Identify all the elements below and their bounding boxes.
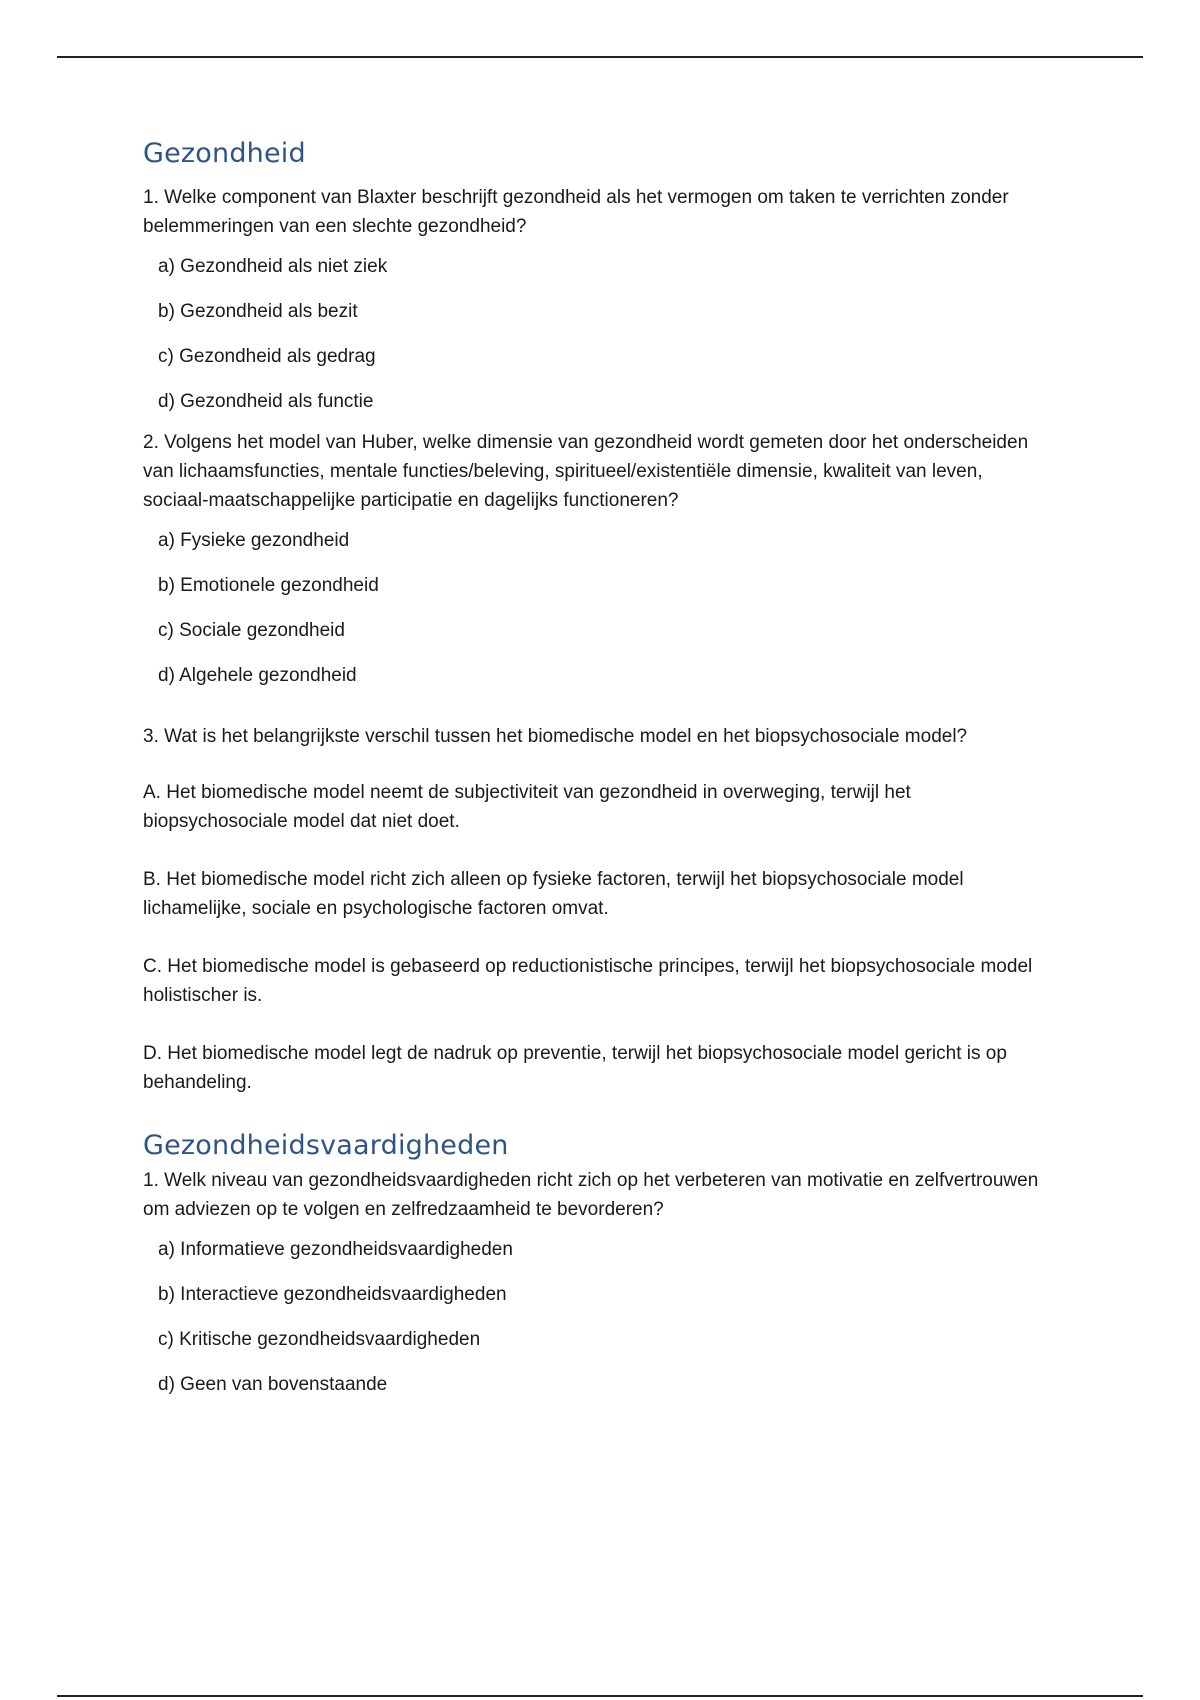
answer-a: A. Het biomedische model neemt de subjectiviteit van gezondheid in overweging, terwijl het biopsychosociale model dat niet doet. (143, 782, 911, 832)
answer-options (143, 252, 1043, 416)
question-text: 1. Welke component van Blaxter beschrijft gezondheid als het vermogen om taken te verrichten zonder belemmeringen van een slechte gezondheid? (143, 187, 1009, 237)
answer-options (143, 1235, 1043, 1399)
answer-b: B. Het biomedische model richt zich alleen op fysieke factoren, terwijl het biopsychosociale model lichamelijke, sociale en psychologische factoren omvat. (143, 869, 964, 919)
section-title-gezondheid: Gezondheid (143, 138, 306, 169)
option-a: a) Fysieke gezondheid (158, 530, 350, 551)
question-text: 2. Volgens het model van Huber, welke dimensie van gezondheid wordt gemeten door het onderscheiden van lichaamsfuncties, mentale functies/beleving, spiritueel/existentiële dimensie, kwaliteit van leven, sociaal-maatschappelijke participatie en dagelijks functioneren? (143, 432, 1029, 511)
option-d: d) Algehele gezondheid (158, 665, 357, 686)
answer-options (143, 526, 1043, 690)
option-a: a) Gezondheid als niet ziek (158, 256, 388, 277)
question-text: 1. Welk niveau van gezondheidsvaardigheden richt zich op het verbeteren van motivatie en zelfvertrouwen om adviezen op te volgen en zelfredzaamheid te bevorderen? (143, 1170, 1039, 1220)
answer-c: C. Het biomedische model is gebaseerd op reductionistische principes, terwijl het biopsychosociale model holistischer is. (143, 956, 1033, 1006)
document-body (143, 138, 1043, 1411)
page-top-rule (57, 56, 1143, 58)
option-d: d) Gezondheid als functie (158, 391, 374, 412)
option-b: b) Emotionele gezondheid (158, 575, 379, 596)
question-text: 3. Wat is het belangrijkste verschil tussen het biomedische model en het biopsychosociale model? (143, 726, 968, 747)
answer-list (143, 778, 1043, 1097)
option-c: c) Gezondheid als gedrag (158, 346, 376, 367)
section-title-gezondheidsvaardigheden: Gezondheidsvaardigheden (143, 1130, 509, 1161)
option-c: c) Sociale gezondheid (158, 620, 345, 641)
option-c: c) Kritische gezondheidsvaardigheden (158, 1329, 481, 1350)
option-a: a) Informatieve gezondheidsvaardigheden (158, 1239, 513, 1260)
answer-d: D. Het biomedische model legt de nadruk op preventie, terwijl het biopsychosociale model gericht is op behandeling. (143, 1043, 1007, 1093)
option-b: b) Gezondheid als bezit (158, 301, 358, 322)
option-d: d) Geen van bovenstaande (158, 1374, 388, 1395)
page-bottom-rule (57, 1695, 1143, 1697)
option-b: b) Interactieve gezondheidsvaardigheden (158, 1284, 507, 1305)
